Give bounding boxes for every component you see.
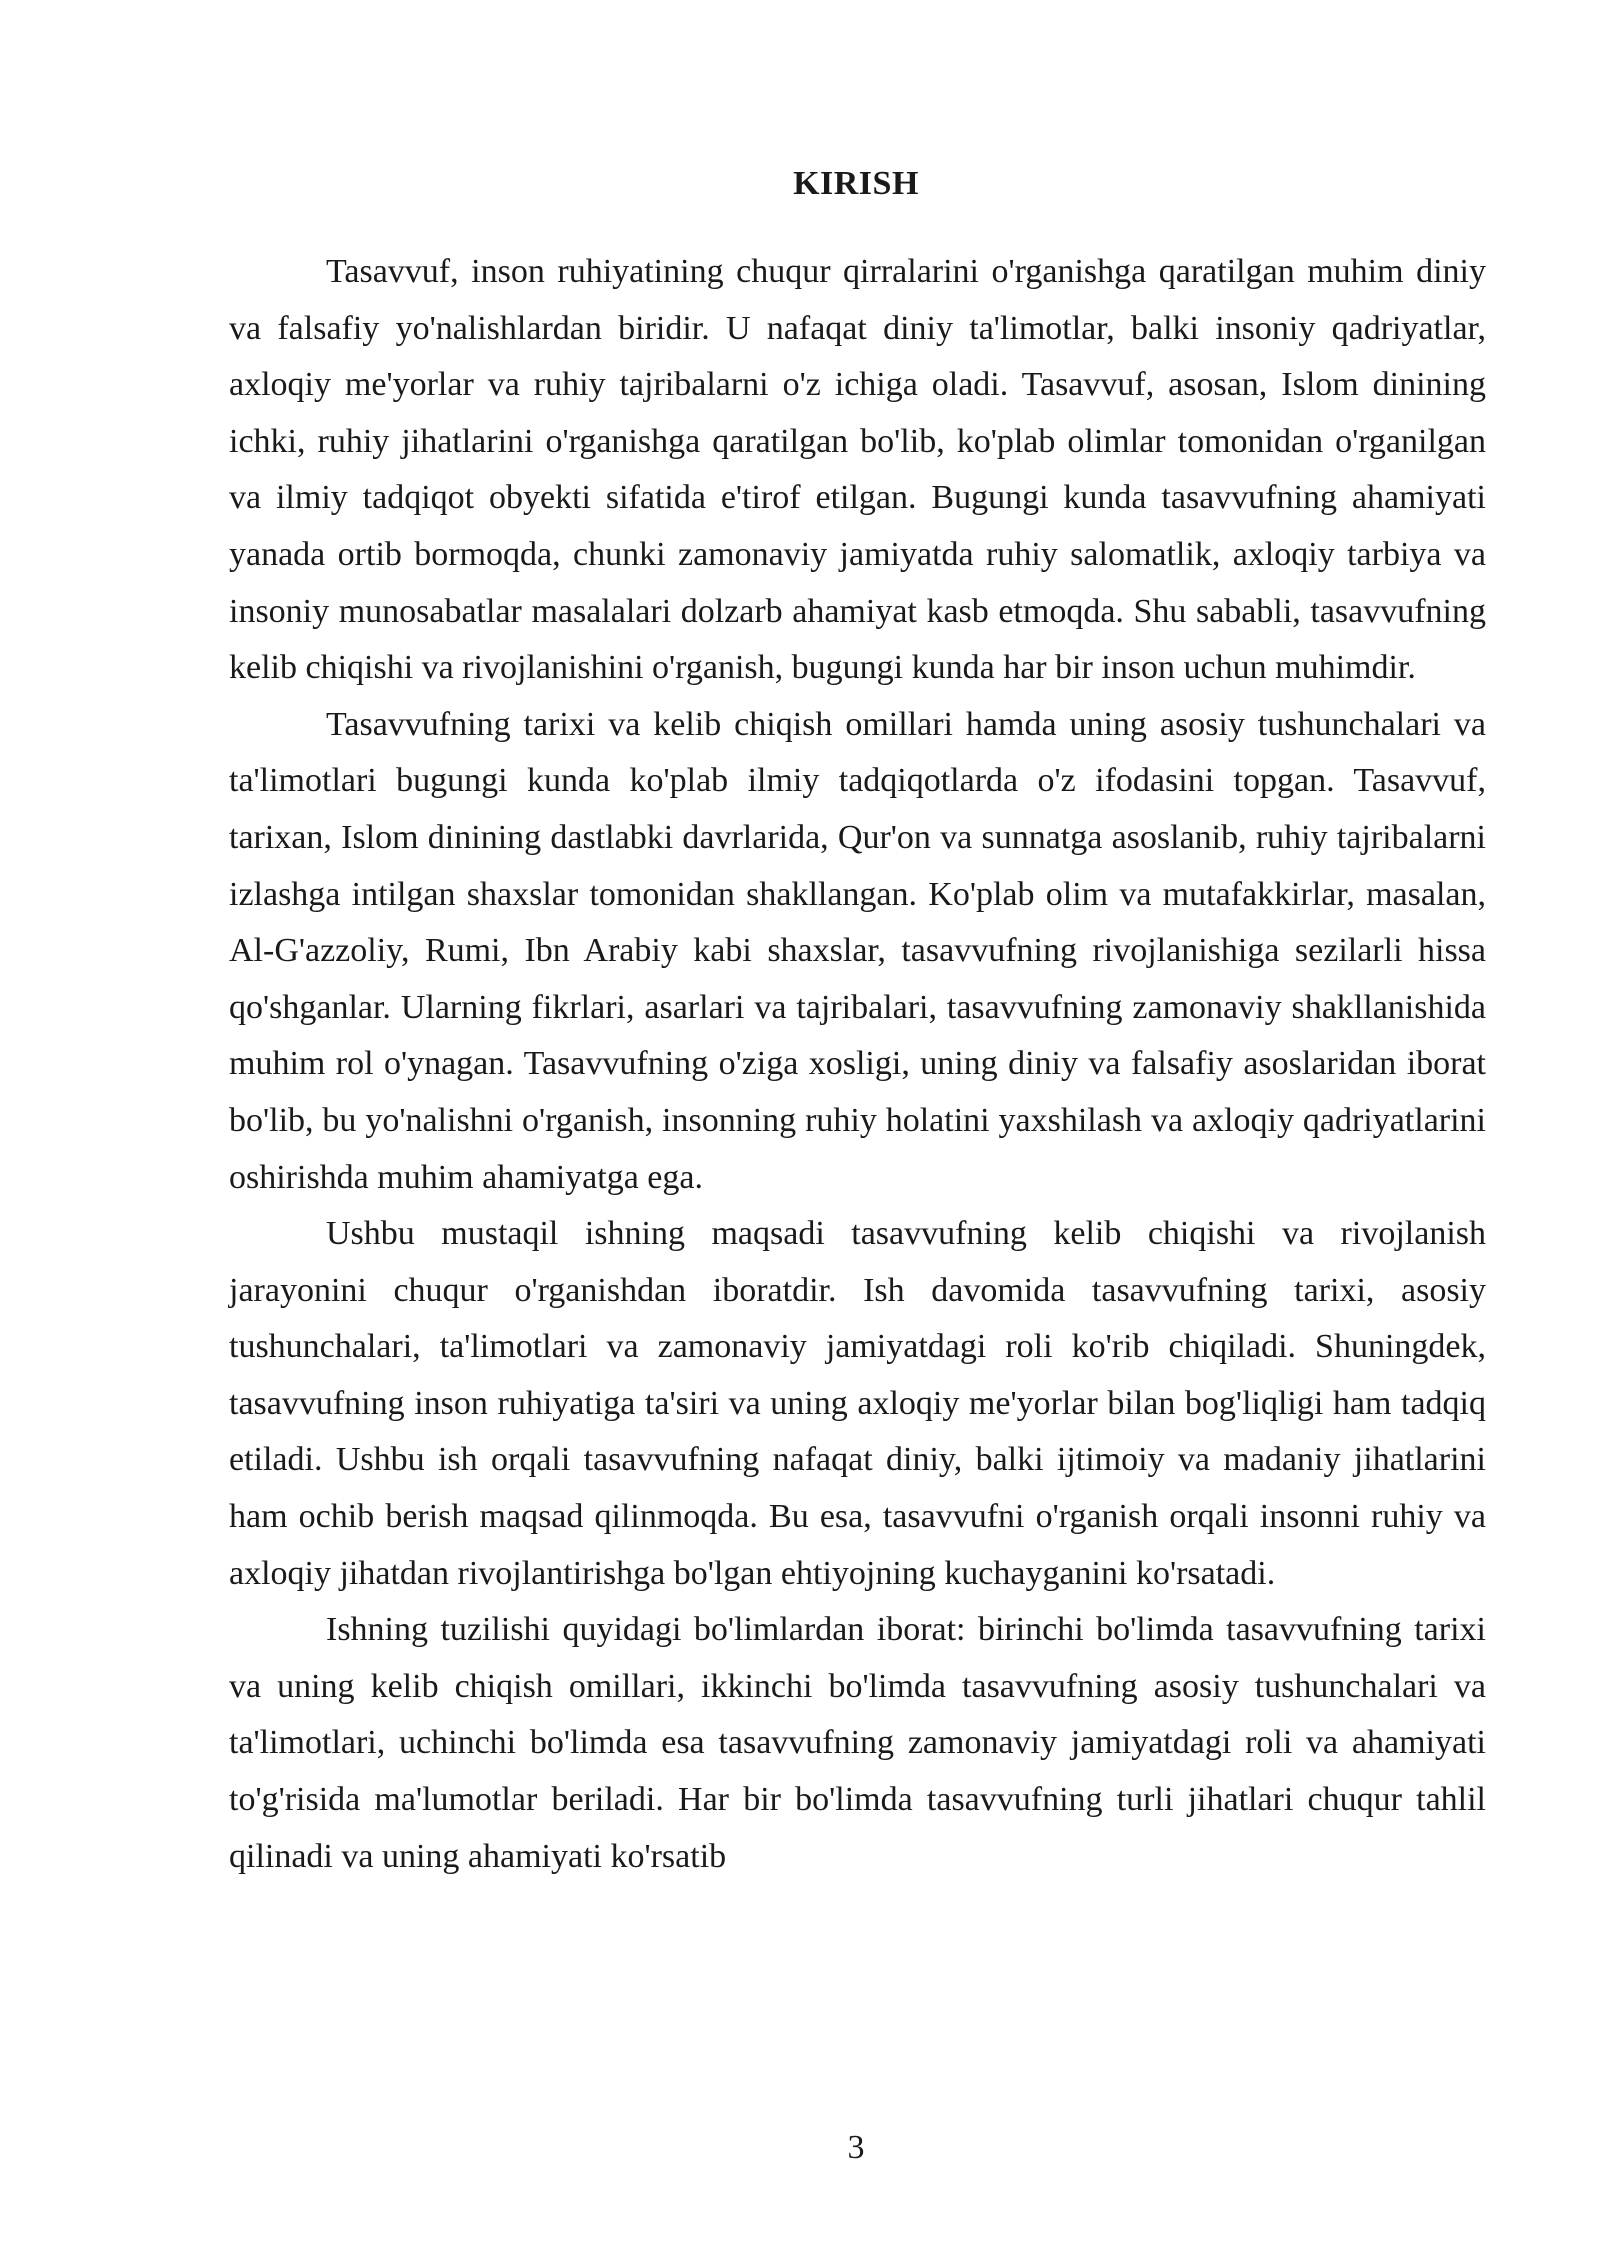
body-text (229, 244, 1486, 1885)
page-number: 3 (847, 2129, 865, 2166)
paragraph-1: Tasavvuf, inson ruhiyatining chuqur qirralarini o'rganishga qaratilgan muhim diniy va falsafiy yo'nalishlardan biridir. U nafaqat diniy ta'limotlar, balki insoniy qadriyatlar, axloqiy me'yorlar va ruhiy tajribalarni o'z ichiga oladi. Tasavvuf, asosan, Islom dinining ichki, ruhiy jihatlarini o'rganishga qaratilgan bo'lib, ko'plab olimlar tomonidan o'rganilgan va ilmiy tadqiqot obyekti sifatida e'tirof etilgan. Bugungi kunda tasavvufning ahamiyati yanada ortib bormoqda, chunki zamonaviy jamiyatda ruhiy salomatlik, axloqiy tarbiya va insoniy munosabatlar masalalari dolzarb ahamiyat kasb etmoqda. Shu sababli, tasavvufning kelib chiqishi va rivojlanishini o'rganish, bugungi kunda har bir inson uchun muhimdir. (229, 253, 1486, 687)
paragraph-4: Ishning tuzilishi quyidagi bo'limlardan iborat: birinchi bo'limda tasavvufning tarixi va uning kelib chiqish omillari, ikkinchi bo'limda tasavvufning asosiy tushunchalari va ta'limotlari, uchinchi bo'limda esa tasavvufning zamonaviy jamiyatdagi roli va ahamiyati to'g'risida ma'lumotlar beriladi. Har bir bo'limda tasavvufning turli jihatlari chuqur tahlil qilinadi va uning ahamiyati ko'rsatib (229, 1611, 1486, 1875)
paragraph-3: Ushbu mustaqil ishning maqsadi tasavvufning kelib chiqishi va rivojlanish jarayonini chuqur o'rganishdan iboratdir. Ish davomida tasavvufning tarixi, asosiy tushunchalari, ta'limotlari va zamonaviy jamiyatdagi roli ko'rib chiqiladi. Shuningdek, tasavvufning inson ruhiyatiga ta'siri va uning axloqiy me'yorlar bilan bog'liqligi ham tadqiq etiladi. Ushbu ish orqali tasavvufning nafaqat diniy, balki ijtimoiy va madaniy jihatlarini ham ochib berish maqsad qilinmoqda. Bu esa, tasavvufni o'rganish orqali insonni ruhiy va axloqiy jihatdan rivojlantirishga bo'lgan ehtiyojning kuchayganini ko'rsatadi. (229, 1215, 1486, 1592)
paragraph-2: Tasavvufning tarixi va kelib chiqish omillari hamda uning asosiy tushunchalari va ta'limotlari bugungi kunda ko'plab ilmiy tadqiqotlarda o'z ifodasini topgan. Tasavvuf, tarixan, Islom dinining dastlabki davrlarida, Qur'on va sunnatga asoslanib, ruhiy tajribalarni izlashga intilgan shaxslar tomonidan shakllangan. Ko'plab olim va mutafakkirlar, masalan, Al-G'azzoliy, Rumi, Ibn Arabiy kabi shaxslar, tasavvufning rivojlanishiga sezilarli hissa qo'shganlar. Ularning fikrlari, asarlari va tajribalari, tasavvufning zamonaviy shakllanishida muhim rol o'ynagan. Tasavvufning o'ziga xosligi, uning diniy va falsafiy asoslaridan iborat bo'lib, bu yo'nalishni o'rganish, insonning ruhiy holatini yaxshilash va axloqiy qadriyatlarini oshirishda muhim ahamiyatga ega. (229, 705, 1486, 1196)
page-title: KIRISH (793, 165, 919, 202)
